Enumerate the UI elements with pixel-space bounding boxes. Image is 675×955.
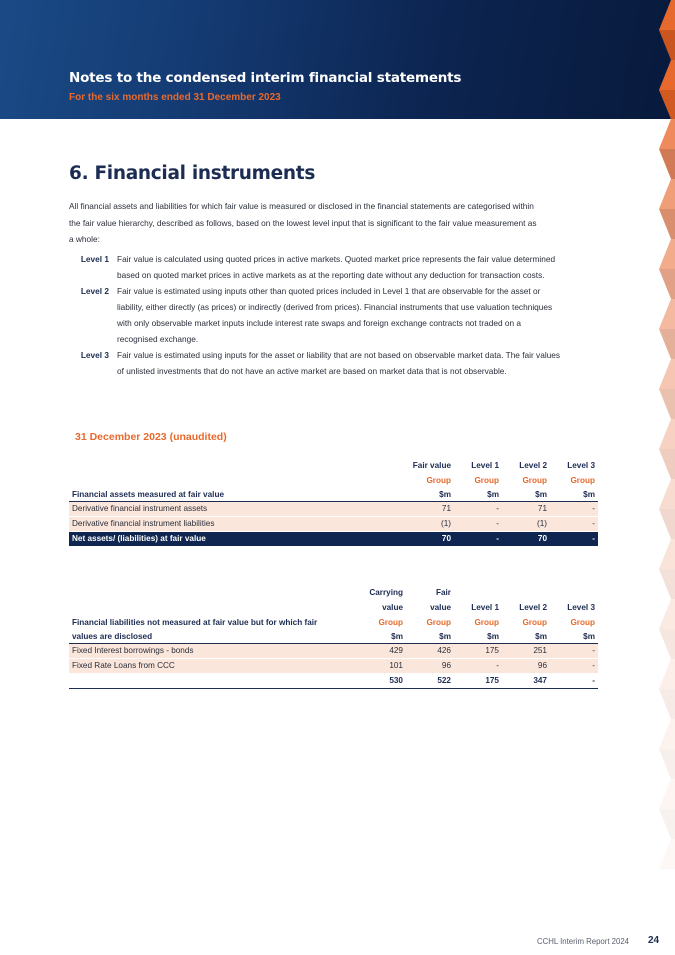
table-row bbox=[69, 501, 598, 516]
row-label: Fixed Rate Loans from CCC bbox=[69, 658, 358, 673]
column-header: Level 3 bbox=[567, 603, 595, 612]
column-unit: $m bbox=[406, 628, 454, 643]
row-label: Fixed Interest borrowings - bonds bbox=[69, 643, 358, 658]
column-header: Level 2 bbox=[519, 603, 547, 612]
table-total-row bbox=[69, 531, 598, 546]
column-group: Group bbox=[570, 476, 595, 485]
cell: 70 bbox=[502, 531, 550, 546]
level-label: Level 2 bbox=[80, 286, 109, 296]
cell: (1) bbox=[502, 516, 550, 531]
table-row bbox=[69, 643, 598, 658]
cell: 251 bbox=[502, 643, 550, 658]
cell: - bbox=[550, 643, 598, 658]
column-group: Group bbox=[474, 618, 499, 627]
column-unit: $m bbox=[454, 628, 502, 643]
header-band bbox=[0, 0, 675, 119]
table-header-row bbox=[69, 628, 598, 643]
column-unit: $m bbox=[406, 486, 454, 501]
table-row bbox=[69, 516, 598, 531]
cell: - bbox=[550, 658, 598, 673]
table-header-row bbox=[69, 486, 598, 501]
column-unit: $m bbox=[550, 486, 598, 501]
column-group: Group bbox=[570, 618, 595, 627]
cell: - bbox=[550, 516, 598, 531]
column-unit: $m bbox=[454, 486, 502, 501]
cell: 101 bbox=[358, 658, 406, 673]
level-item bbox=[69, 347, 569, 379]
header-subtitle: For the six months ended 31 December 2023 bbox=[69, 92, 281, 103]
column-header: Level 1 bbox=[471, 461, 499, 470]
footer-report-name: CCHL Interim Report 2024 bbox=[537, 937, 630, 946]
column-group: Group bbox=[378, 618, 403, 627]
column-unit: $m bbox=[502, 628, 550, 643]
total-label bbox=[69, 673, 358, 688]
column-header: Level 3 bbox=[567, 461, 595, 470]
column-group: Group bbox=[426, 476, 451, 485]
disclosed-fair-value-table bbox=[69, 583, 598, 689]
header-title: Notes to the condensed interim financial statements bbox=[69, 70, 462, 86]
table-total-row bbox=[69, 673, 598, 688]
column-header: Level 1 bbox=[471, 603, 499, 612]
cell: 70 bbox=[406, 531, 454, 546]
table-header-row bbox=[69, 598, 598, 613]
cell: (1) bbox=[406, 516, 454, 531]
cell: 96 bbox=[406, 658, 454, 673]
table-header-row bbox=[69, 456, 598, 471]
total-label: Net assets/ (liabilities) at fair value bbox=[69, 531, 406, 546]
cell: - bbox=[454, 501, 502, 516]
cell: 175 bbox=[454, 643, 502, 658]
row-header: values are disclosed bbox=[69, 628, 358, 643]
column-header: Fair bbox=[435, 588, 451, 597]
column-unit: $m bbox=[550, 628, 598, 643]
cell: 71 bbox=[406, 501, 454, 516]
column-header: Level 2 bbox=[519, 461, 547, 470]
column-header: Carrying bbox=[369, 588, 403, 597]
column-group: Group bbox=[426, 618, 451, 627]
level-item bbox=[69, 251, 569, 283]
row-header: Financial liabilities not measured at fair value but for which fair bbox=[72, 618, 318, 627]
cell: 71 bbox=[502, 501, 550, 516]
period-heading: 31 December 2023 (unaudited) bbox=[75, 431, 227, 443]
column-header bbox=[454, 583, 502, 598]
cell: - bbox=[454, 516, 502, 531]
cell: 426 bbox=[406, 643, 454, 658]
cell: - bbox=[550, 531, 598, 546]
column-group: Group bbox=[474, 476, 499, 485]
level-text: Fair value is estimated using inputs for the asset or liability that are not based on observable market data. The fair values of unlisted investments that do not have an active market are based on market data that is not observable. bbox=[117, 350, 561, 376]
cell: 429 bbox=[358, 643, 406, 658]
column-unit: $m bbox=[358, 628, 406, 643]
column-unit: $m bbox=[502, 486, 550, 501]
cell: - bbox=[454, 531, 502, 546]
cell: 347 bbox=[502, 673, 550, 688]
cell: - bbox=[550, 673, 598, 688]
table-row bbox=[69, 658, 598, 673]
column-header: value bbox=[382, 603, 403, 612]
page-number: 24 bbox=[648, 935, 660, 946]
row-header: Financial assets measured at fair value bbox=[69, 486, 406, 501]
decorative-chevron-strip bbox=[651, 0, 675, 955]
level-label: Level 3 bbox=[80, 350, 109, 360]
cell: 96 bbox=[502, 658, 550, 673]
cell: 175 bbox=[454, 673, 502, 688]
column-header bbox=[550, 583, 598, 598]
cell: - bbox=[550, 501, 598, 516]
intro-paragraph: All financial assets and liabilities for which fair value is measured or disclosed in the financial statements are categorised within the fair value hierarchy, described as follows, based on the lowest level input that is significant to the fair value measurement as a whole: bbox=[69, 201, 537, 244]
level-text: Fair value is estimated using inputs other than quoted prices included in Level 1 that are observable for the asset or liability, either directly (as prices) or indirectly (derived from prices). Financial instruments that use valuation techniques with only observable market inputs include interest rate swaps and foreign exchange contracts not traded on a recognised exchange. bbox=[117, 286, 553, 344]
column-header: Fair value bbox=[412, 461, 451, 470]
levels-list bbox=[69, 251, 569, 379]
column-group: Group bbox=[522, 618, 547, 627]
level-label: Level 1 bbox=[80, 254, 109, 264]
table-header-row bbox=[69, 471, 598, 486]
fair-value-table bbox=[69, 456, 598, 546]
column-header: value bbox=[430, 603, 451, 612]
table-header-row bbox=[69, 613, 598, 628]
row-label: Derivative financial instrument liabilities bbox=[69, 516, 406, 531]
section-title: 6. Financial instruments bbox=[69, 163, 316, 184]
row-label: Derivative financial instrument assets bbox=[69, 501, 406, 516]
table-header-row bbox=[69, 583, 598, 598]
column-group: Group bbox=[522, 476, 547, 485]
cell: 530 bbox=[358, 673, 406, 688]
level-text: Fair value is calculated using quoted prices in active markets. Quoted market price represents the fair value determined based on quoted market prices in active markets as at the reporting date without any deduction for transaction costs. bbox=[117, 254, 556, 280]
cell: - bbox=[454, 658, 502, 673]
cell: 522 bbox=[406, 673, 454, 688]
level-item bbox=[69, 283, 569, 347]
column-header bbox=[502, 583, 550, 598]
